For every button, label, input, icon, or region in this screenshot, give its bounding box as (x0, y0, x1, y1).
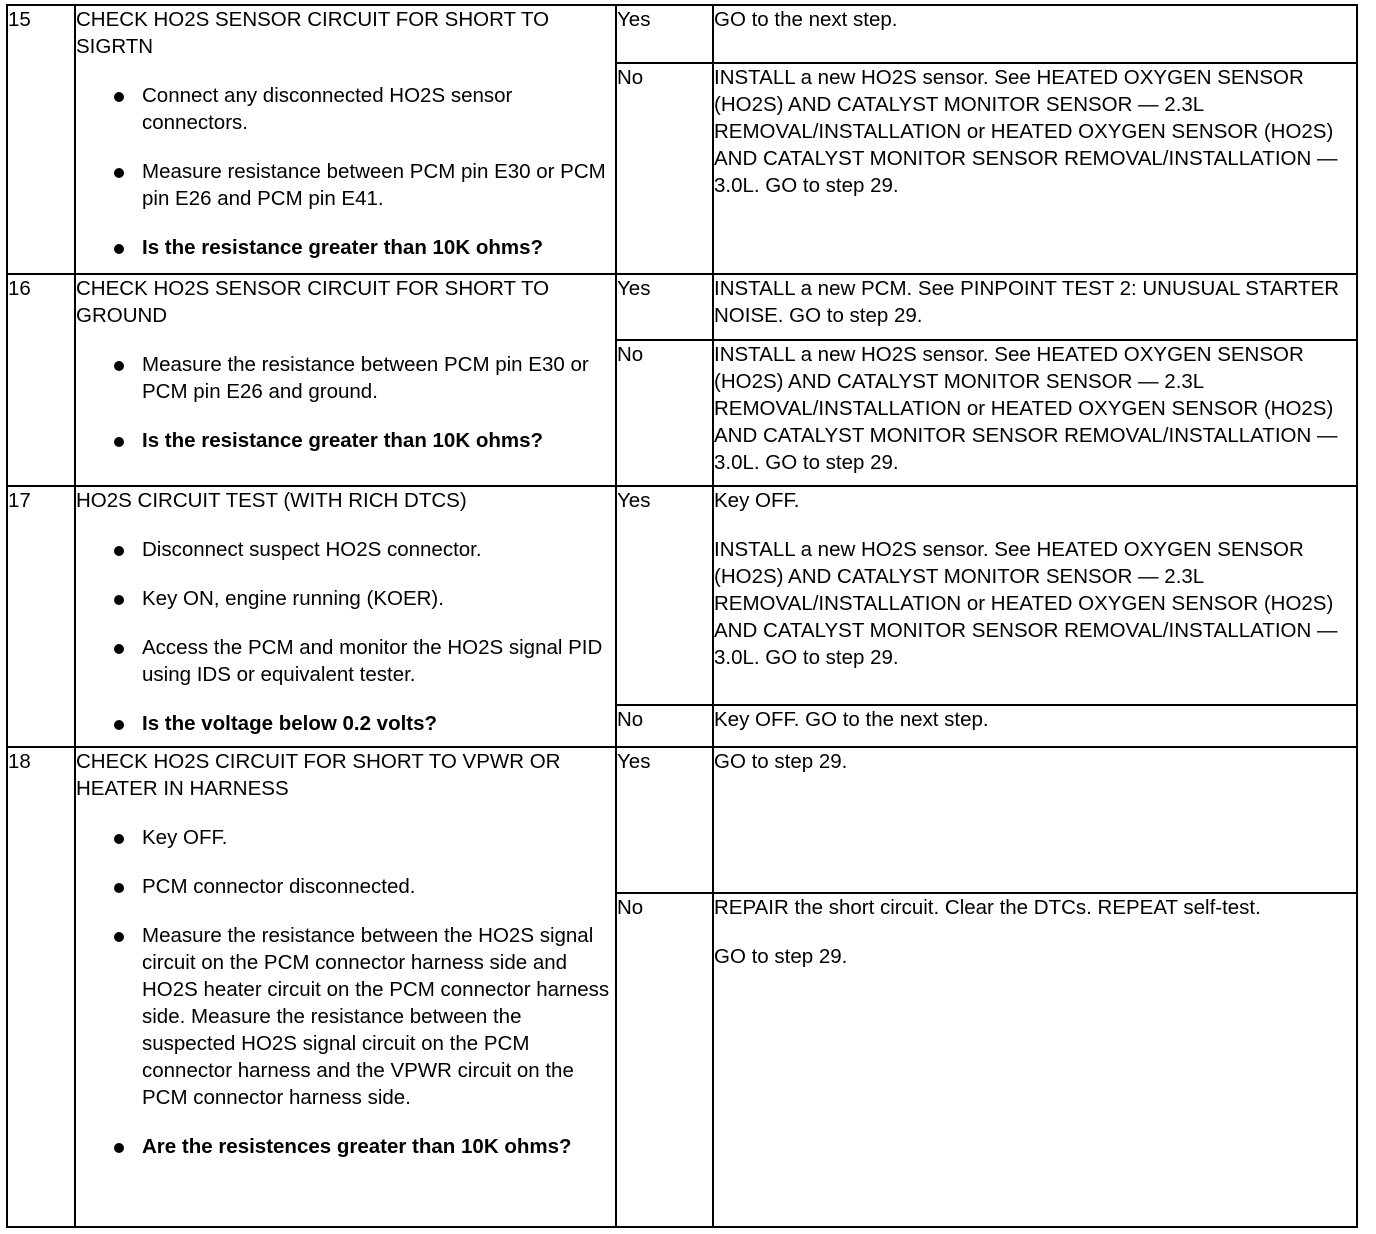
action-text: REPAIR the short circuit. Clear the DTCs. REPEAT self-test. (714, 896, 1261, 919)
action-text: INSTALL a new HO2S sensor. See HEATED OXYGEN SENSOR (HO2S) AND CATALYST MONITOR SENSOR — 2.3L REMOVAL/INSTALLATION or HEATED OXYGEN SENSOR (HO2S) AND CATALYST MONITOR SENSOR REMOVAL/INSTALLATION — 3.0L. GO to step 29. (714, 66, 1338, 197)
table-row (7, 5, 1357, 63)
answer-no: No (616, 893, 713, 1227)
instruction-text: Access the PCM and monitor the HO2S signal PID using IDS or equivalent tester. (142, 636, 603, 686)
bullet-icon (114, 932, 124, 942)
list-item (76, 536, 615, 563)
instruction-text: Key OFF. (142, 826, 228, 849)
step-number: 18 (7, 747, 75, 1227)
action-cell (713, 5, 1357, 63)
question-text: Is the voltage below 0.2 volts? (142, 712, 438, 735)
instruction-text: Measure resistance between PCM pin E30 or PCM pin E26 and PCM pin E41. (142, 160, 606, 210)
bullet-icon (114, 1143, 124, 1153)
bullet-icon (114, 361, 124, 371)
bullet-icon (114, 244, 124, 254)
action-text: INSTALL a new HO2S sensor. See HEATED OXYGEN SENSOR (HO2S) AND CATALYST MONITOR SENSOR — 2.3L REMOVAL/INSTALLATION or HEATED OXYGEN SENSOR (HO2S) AND CATALYST MONITOR SENSOR REMOVAL/INSTALLATION — 3.0L. GO to step 29. (714, 343, 1338, 474)
action-text: INSTALL a new HO2S sensor. See HEATED OXYGEN SENSOR (HO2S) AND CATALYST MONITOR SENSOR — 2.3L REMOVAL/INSTALLATION or HEATED OXYGEN SENSOR (HO2S) AND CATALYST MONITOR SENSOR REMOVAL/INSTALLATION — 3.0L. GO to step 29. (714, 538, 1338, 669)
instruction-list (76, 351, 615, 454)
bullet-icon (114, 883, 124, 893)
test-cell (75, 486, 616, 747)
list-item (76, 351, 615, 405)
action-cell (713, 705, 1357, 747)
instruction-text: Connect any disconnected HO2S sensor connectors. (142, 84, 513, 134)
action-text: GO to step 29. (714, 750, 848, 773)
instruction-text: Disconnect suspect HO2S connector. (142, 538, 482, 561)
bullet-icon (114, 92, 124, 102)
list-item (76, 710, 615, 737)
test-title: CHECK HO2S SENSOR CIRCUIT FOR SHORT TO SIGRTN (76, 8, 550, 58)
instruction-text: PCM connector disconnected. (142, 875, 416, 898)
list-item (76, 873, 615, 900)
step-number: 17 (7, 486, 75, 747)
list-item (76, 634, 615, 688)
question-text: Are the resistences greater than 10K ohms? (142, 1135, 572, 1158)
answer-yes: Yes (616, 5, 713, 63)
test-cell (75, 274, 616, 486)
answer-yes: Yes (616, 747, 713, 893)
test-title: CHECK HO2S SENSOR CIRCUIT FOR SHORT TO GROUND (76, 277, 550, 327)
test-title: CHECK HO2S CIRCUIT FOR SHORT TO VPWR OR HEATER IN HARNESS (76, 750, 561, 800)
table-row (7, 486, 1357, 705)
instruction-text: Measure the resistance between the HO2S signal circuit on the PCM connector harness side and HO2S heater circuit on the PCM connector harness side. Measure the resistance between the suspected HO2S signal circuit on the PCM connector harness and the VPWR circuit on the PCM connector harness side. (142, 924, 610, 1109)
answer-yes: Yes (616, 274, 713, 340)
list-item (76, 824, 615, 851)
bullet-icon (114, 834, 124, 844)
list-item (76, 427, 615, 454)
answer-no: No (616, 705, 713, 747)
bullet-icon (114, 168, 124, 178)
instruction-list (76, 536, 615, 737)
action-cell (713, 63, 1357, 274)
list-item (76, 585, 615, 612)
action-text: GO to step 29. (714, 945, 848, 968)
instruction-text: Measure the resistance between PCM pin E30 or PCM pin E26 and ground. (142, 353, 589, 403)
action-cell (713, 274, 1357, 340)
bullet-icon (114, 595, 124, 605)
bullet-icon (114, 546, 124, 556)
action-text: Key OFF. GO to the next step. (714, 708, 989, 731)
bullet-icon (114, 644, 124, 654)
list-item (76, 1133, 615, 1160)
table-row (7, 747, 1357, 893)
action-cell (713, 747, 1357, 893)
action-cell (713, 486, 1357, 705)
instruction-list (76, 824, 615, 1160)
test-cell (75, 747, 616, 1227)
table-row (7, 274, 1357, 340)
bullet-icon (114, 437, 124, 447)
list-item (76, 82, 615, 136)
answer-no: No (616, 340, 713, 486)
pinpoint-test-table (6, 4, 1358, 1228)
instruction-text: Key ON, engine running (KOER). (142, 587, 444, 610)
question-text: Is the resistance greater than 10K ohms? (142, 429, 544, 452)
step-number: 16 (7, 274, 75, 486)
step-number: 15 (7, 5, 75, 274)
instruction-list (76, 82, 615, 261)
list-item (76, 922, 615, 1111)
question-text: Is the resistance greater than 10K ohms? (142, 236, 544, 259)
answer-no: No (616, 63, 713, 274)
answer-yes: Yes (616, 486, 713, 705)
test-cell (75, 5, 616, 274)
action-cell (713, 340, 1357, 486)
action-cell (713, 893, 1357, 1227)
list-item (76, 234, 615, 261)
list-item (76, 158, 615, 212)
action-text: INSTALL a new PCM. See PINPOINT TEST 2: UNUSUAL STARTER NOISE. GO to step 29. (714, 277, 1340, 327)
action-text: GO to the next step. (714, 8, 898, 31)
action-text: Key OFF. (714, 489, 800, 512)
test-title: HO2S CIRCUIT TEST (WITH RICH DTCS) (76, 489, 467, 512)
bullet-icon (114, 720, 124, 730)
